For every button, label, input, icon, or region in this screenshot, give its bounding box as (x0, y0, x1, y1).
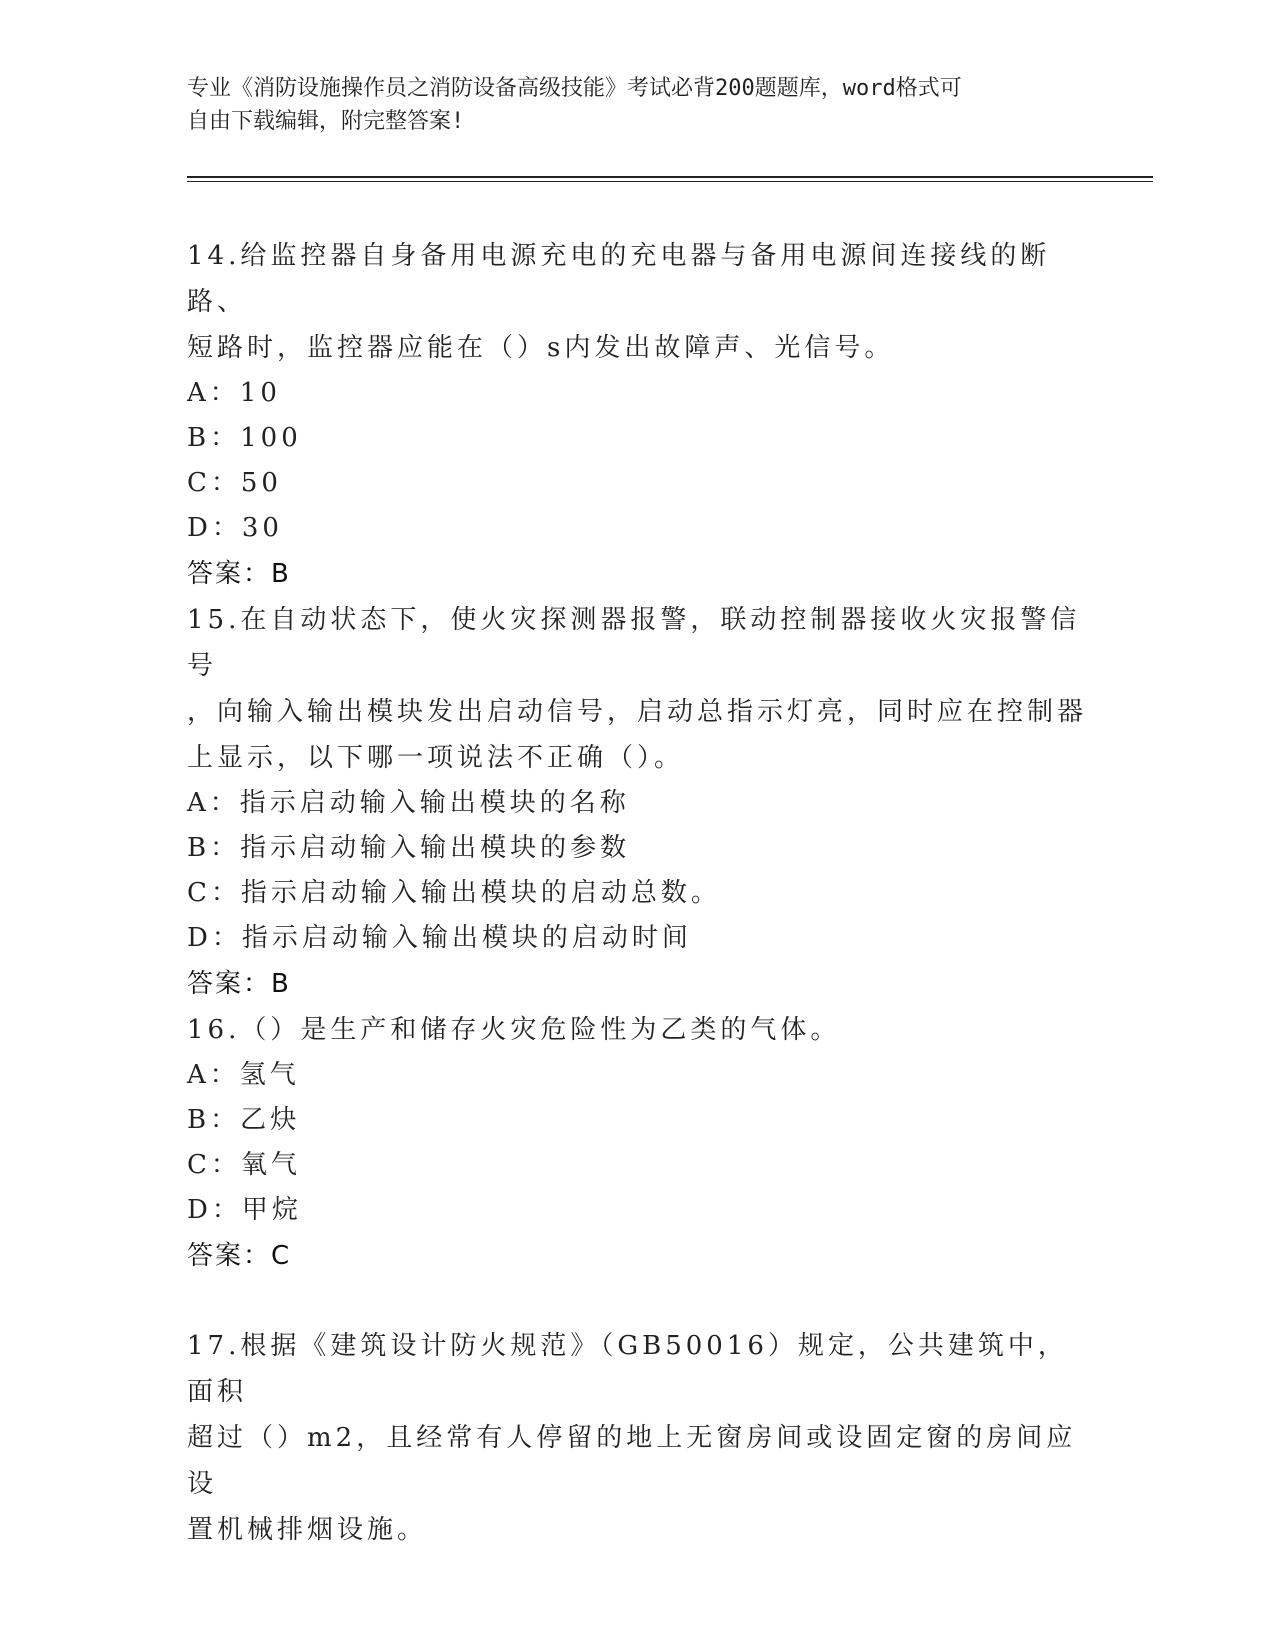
answer-line: 答案：C (187, 1241, 292, 1271)
header-divider-thick (187, 176, 1153, 178)
option-d: D：30 (187, 513, 283, 543)
option-d: D：甲烷 (187, 1195, 302, 1225)
answer-line: 答案：B (187, 559, 291, 589)
option-a: A：氢气 (187, 1060, 300, 1090)
option-d: D：指示启动输入输出模块的启动时间 (187, 923, 692, 953)
option-c: C：50 (187, 468, 282, 498)
option-b: B：乙炔 (187, 1105, 301, 1135)
question-stem-line: 15.在自动状态下，使火灾探测器报警，联动控制器接收火灾报警信号 (187, 605, 1081, 681)
option-c: C：指示启动输入输出模块的启动总数。 (187, 878, 721, 908)
question-stem-line: 短路时，监控器应能在（）s内发出故障声、光信号。 (187, 333, 895, 363)
answer-line: 答案：B (187, 969, 291, 999)
header-line-1: 专业《消防设施操作员之消防设备高级技能》考试必背200题题库，word格式可 (187, 76, 962, 101)
document-header (187, 72, 1067, 138)
header-divider-thin (187, 181, 1153, 182)
question-15 (187, 597, 1087, 1007)
option-c: C：氧气 (187, 1150, 301, 1180)
question-stem-line: 置机械排烟设施。 (187, 1515, 428, 1545)
question-stem-line: 超过（）m2，且经常有人停留的地上无窗房间或设固定窗的房间应设 (187, 1423, 1077, 1499)
header-line-2: 自由下载编辑，附完整答案! (187, 109, 465, 134)
question-14 (187, 233, 1087, 597)
question-16 (187, 1007, 1087, 1279)
option-a: A：指示启动输入输出模块的名称 (187, 788, 630, 818)
question-stem-line: 17.根据《建筑设计防火规范》（GB50016）规定，公共建筑中，面积 (187, 1331, 1068, 1407)
question-stem-line: 上显示，以下哪一项说法不正确（）。 (187, 743, 685, 773)
option-b: B：指示启动输入输出模块的参数 (187, 833, 631, 863)
question-stem-line: ，向输入输出模块发出启动信号，启动总指示灯亮，同时应在控制器 (187, 697, 1088, 727)
question-stem-line: 14.给监控器自身备用电源充电的充电器与备用电源间连接线的断路、 (187, 241, 1051, 317)
question-stem-line: 16.（）是生产和储存火灾危险性为乙类的气体。 (187, 1015, 841, 1045)
question-17 (187, 1323, 1087, 1553)
option-a: A：10 (187, 378, 281, 408)
option-b: B：100 (187, 423, 302, 453)
